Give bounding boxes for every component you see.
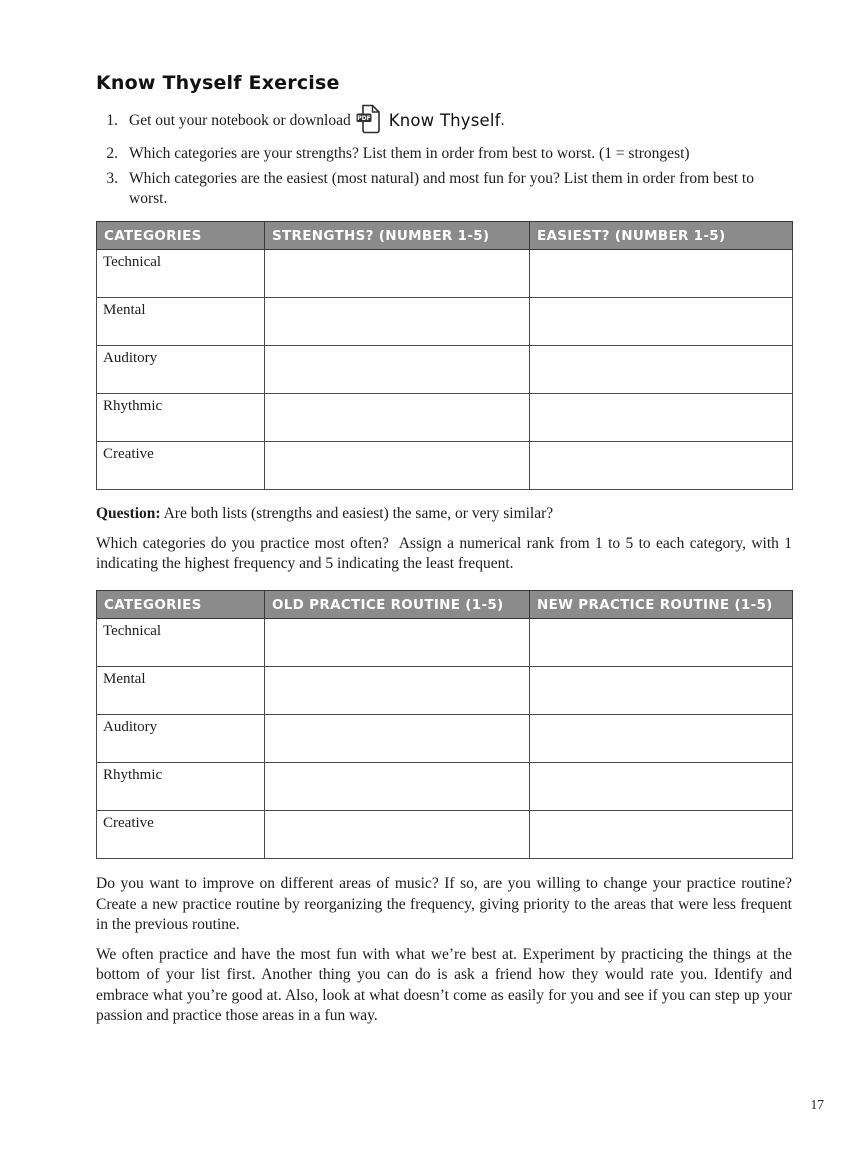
answer-cell xyxy=(265,811,530,859)
column-header-categories: CATEGORIES xyxy=(97,222,265,250)
item-number: 2. xyxy=(106,145,118,162)
answer-cell xyxy=(530,811,793,859)
list-item-1 xyxy=(96,103,792,139)
table-row xyxy=(97,394,793,442)
practice-tips-paragraph: We often practice and have the most fun with what we’re best at. Experiment by practicing the things at the bottom of your list first. Another thing you can do is ask a friend how they would rate you. Identify and embrace what you’re good at. Also, look at what doesn’t come as easily for you and see if you can step up your passion and practice those areas in a fun way. xyxy=(96,945,796,1024)
question-line xyxy=(96,504,792,524)
column-header-strengths: STRENGTHS? (NUMBER 1-5) xyxy=(265,222,530,250)
pdf-file-icon[interactable] xyxy=(356,104,382,140)
table-header-row xyxy=(97,222,793,250)
answer-cell xyxy=(530,346,793,394)
answer-cell xyxy=(265,715,530,763)
table-row xyxy=(97,442,793,490)
item-number: 3. xyxy=(106,170,118,187)
answer-cell xyxy=(265,394,530,442)
category-cell: Rhythmic xyxy=(97,763,265,811)
answer-cell xyxy=(530,667,793,715)
table-header-row xyxy=(97,591,793,619)
table-row xyxy=(97,811,793,859)
category-cell: Auditory xyxy=(97,346,265,394)
table-row xyxy=(97,298,793,346)
table-row xyxy=(97,346,793,394)
item1-prefix: Get out your notebook or download xyxy=(129,112,351,129)
answer-cell xyxy=(265,298,530,346)
column-header-new-routine: NEW PRACTICE ROUTINE (1-5) xyxy=(530,591,793,619)
table-row xyxy=(97,250,793,298)
question-label: Question: xyxy=(96,505,161,522)
answer-cell xyxy=(265,763,530,811)
strengths-table xyxy=(96,221,793,490)
item-number: 1. xyxy=(106,112,118,129)
category-cell: Auditory xyxy=(97,715,265,763)
frequency-paragraph: Which categories do you practice most often? Assign a numerical rank from 1 to 5 to each category, with 1 indicating the highest frequency and 5 indicating the least frequent. xyxy=(96,535,796,572)
column-header-old-routine: OLD PRACTICE ROUTINE (1-5) xyxy=(265,591,530,619)
improve-paragraph: Do you want to improve on different areas of music? If so, are you willing to change your practice routine? Create a new practice routine by reorganizing the frequency, giving priority to the areas that were less frequent in the previous routine. xyxy=(96,875,796,933)
category-cell: Mental xyxy=(97,667,265,715)
answer-cell xyxy=(530,394,793,442)
question-text: Are both lists (strengths and easiest) the same, or very similar? xyxy=(160,505,554,522)
answer-cell xyxy=(530,763,793,811)
column-header-easiest: EASIEST? (NUMBER 1-5) xyxy=(530,222,793,250)
know-thyself-link[interactable]: Know Thyself xyxy=(388,111,501,130)
list-item-2 xyxy=(96,144,792,164)
answer-cell xyxy=(265,250,530,298)
pdf-badge-label: PDF xyxy=(356,115,371,122)
item-text: Which categories are the easiest (most natural) and most fun for you? List them in order from best to worst. xyxy=(129,170,754,207)
category-cell: Rhythmic xyxy=(97,394,265,442)
instruction-list xyxy=(96,103,792,209)
answer-cell xyxy=(530,442,793,490)
page-number: 17 xyxy=(810,1097,824,1112)
answer-cell xyxy=(530,250,793,298)
practice-routine-table xyxy=(96,590,793,859)
category-cell: Creative xyxy=(97,442,265,490)
answer-cell xyxy=(530,298,793,346)
page-title: Know Thyself Exercise xyxy=(96,72,340,94)
table-row xyxy=(97,667,793,715)
list-item-3 xyxy=(96,169,792,209)
item-text: Which categories are your strengths? List them in order from best to worst. (1 = strongest) xyxy=(129,145,690,162)
table-row xyxy=(97,715,793,763)
answer-cell xyxy=(265,667,530,715)
table-row xyxy=(97,763,793,811)
answer-cell xyxy=(530,619,793,667)
table-row xyxy=(97,619,793,667)
column-header-categories: CATEGORIES xyxy=(97,591,265,619)
document-page xyxy=(96,72,796,1027)
category-cell: Technical xyxy=(97,619,265,667)
answer-cell xyxy=(265,442,530,490)
answer-cell xyxy=(265,346,530,394)
item-text xyxy=(129,103,505,139)
item1-suffix: . xyxy=(500,112,505,129)
category-cell: Technical xyxy=(97,250,265,298)
category-cell: Creative xyxy=(97,811,265,859)
answer-cell xyxy=(530,715,793,763)
answer-cell xyxy=(265,619,530,667)
category-cell: Mental xyxy=(97,298,265,346)
